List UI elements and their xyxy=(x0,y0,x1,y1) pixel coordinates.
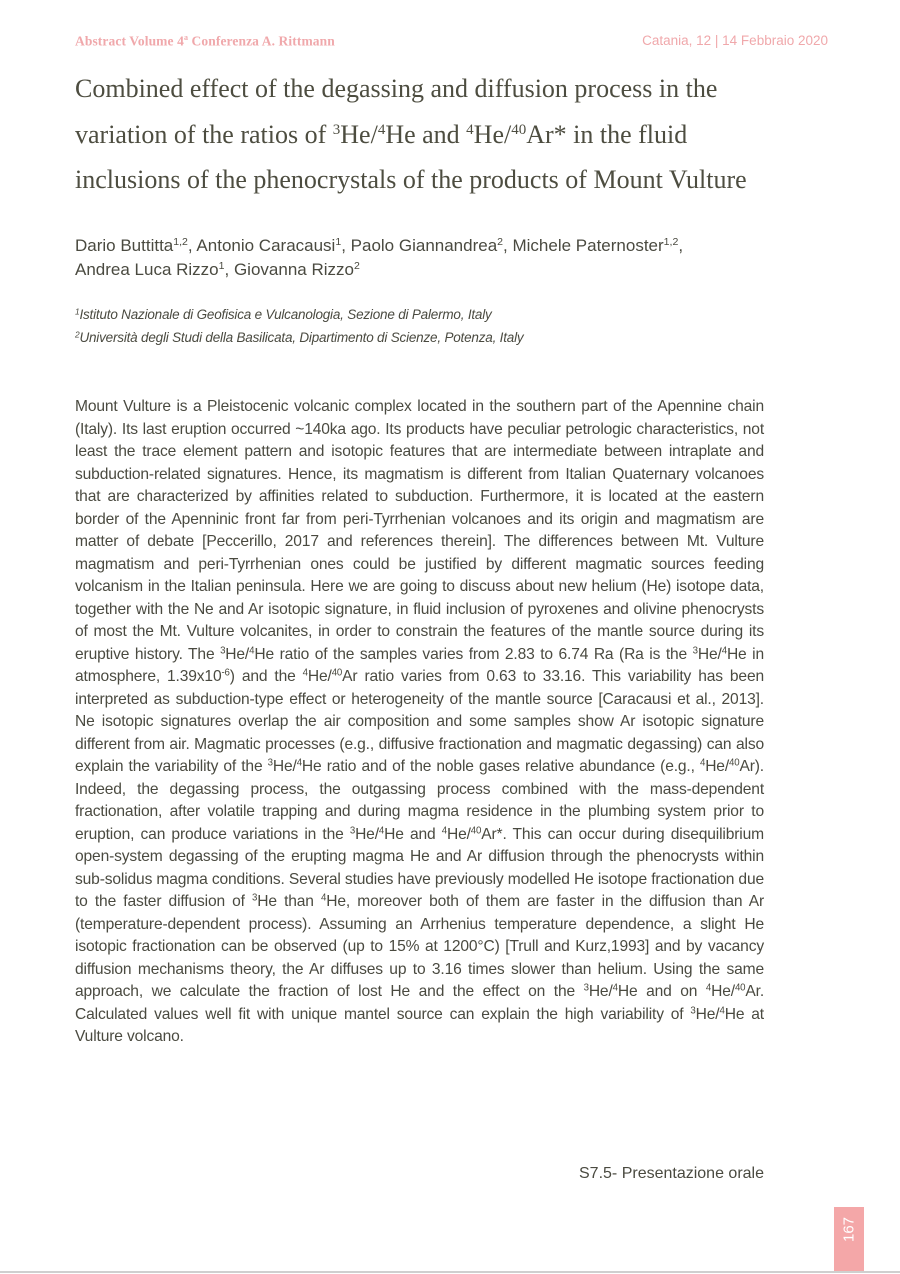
abstract-text: He/ xyxy=(307,668,332,685)
author-sep: , xyxy=(187,236,197,255)
sup: 40 xyxy=(470,825,482,837)
author xyxy=(512,236,683,255)
author-affiliation-ref: 2 xyxy=(497,236,504,249)
running-header-date: Catania, 12 | 14 Febbraio 2020 xyxy=(642,33,828,48)
abstract-text: He/ xyxy=(711,983,735,1000)
author-affiliation-ref: 1 xyxy=(335,236,342,249)
abstract-body xyxy=(75,396,764,1049)
abstract-text: He, moreover both of them are faster in the diffusion than Ar (temperature-dependent process). Assuming an Arrhenius temperature dependence, a slight He isotopic fractionation can be observed (up to 15% at 1200°C) [Trull and Kurz,1993] and by vacancy diffusion mechanisms theory, the Ar diffuses up to 3.16 times slower than helium. Using the same approach, we calculate the fraction of lost He and the effect on the xyxy=(75,893,764,1000)
abstract-text: He at Vulture volcano. xyxy=(75,1005,764,1045)
page-bottom-divider xyxy=(0,1271,900,1273)
sup: 40 xyxy=(729,757,740,769)
sup: 4 xyxy=(721,645,727,657)
author-sep: , xyxy=(503,236,513,255)
title-line-1: Combined effect of the degassing and diffusion process in the xyxy=(75,74,718,103)
sup: 3 xyxy=(252,892,258,904)
sup: 3 xyxy=(583,982,589,994)
sup: 3 xyxy=(267,757,273,769)
session-label: S7.5- Presentazione orale xyxy=(579,1165,764,1182)
author-affiliation-ref: 1,2 xyxy=(663,236,679,249)
title-sup: 3 xyxy=(332,121,341,138)
title-text: Ar* in the fluid xyxy=(526,119,688,149)
abstract-text: He/ xyxy=(705,758,730,775)
author xyxy=(351,236,513,255)
author-name: Andrea Luca Rizzo xyxy=(75,260,219,279)
sup: 4 xyxy=(441,825,447,837)
title-sup: 4 xyxy=(377,121,386,138)
author-sep: , xyxy=(224,260,234,279)
affiliation-text: Università degli Studi della Basilicata, Dipartimento di Scienze, Potenza, Italy xyxy=(79,330,524,345)
affiliation-1 xyxy=(75,307,775,322)
sup: 3 xyxy=(220,645,226,657)
sup: -6 xyxy=(221,667,230,679)
title-text: He/ xyxy=(340,119,378,149)
author-name: Giovanna Rizzo xyxy=(233,260,354,279)
affiliation-2 xyxy=(75,330,775,345)
abstract-text: ) and the xyxy=(229,668,303,685)
page-number: 167 xyxy=(840,1216,858,1242)
sup: 4 xyxy=(612,982,618,994)
author xyxy=(75,260,234,279)
page-number-tab xyxy=(834,1207,864,1272)
sup: 4 xyxy=(699,757,706,769)
abstract-text: He/ xyxy=(225,645,250,663)
abstract-text: Ar*. This can occur during disequilibrium open-system degassing of the erupting magma He and Ar diffusion through the phenocrysts within sub-solidus magma conditions. Several studies have previously modelled He isotope fractionation due to the faster diffusion of xyxy=(75,825,764,910)
header-volume-text-post: Conferenza A. Rittmann xyxy=(188,33,335,49)
header-volume-text: Abstract Volume 4 xyxy=(75,33,184,49)
title-text: variation of the ratios of xyxy=(75,119,333,149)
author-name: Dario Buttitta xyxy=(75,236,174,255)
sup: 4 xyxy=(705,982,712,994)
author-affiliation-ref: 1 xyxy=(218,260,225,273)
author xyxy=(196,236,350,255)
sup: 4 xyxy=(378,825,385,837)
sup: 40 xyxy=(331,667,343,679)
author-name: Paolo Giannandrea xyxy=(350,236,498,255)
paper-title xyxy=(75,66,775,203)
running-header-volume xyxy=(75,33,335,50)
abstract-text: He ratio of the samples varies from 2.83 to 6.74 Ra (Ra is the xyxy=(254,645,693,663)
affiliation-text: Istituto Nazionale di Geofisica e Vulcanologia, Sezione di Palermo, Italy xyxy=(79,307,492,322)
sup: 3 xyxy=(690,1005,696,1017)
title-text: He/ xyxy=(473,119,512,149)
abstract-text: He/ xyxy=(446,825,471,843)
title-line-2 xyxy=(75,120,687,149)
sup: 4 xyxy=(321,892,327,904)
author-affiliation-ref: 2 xyxy=(353,260,360,273)
abstract-text: He and on xyxy=(617,983,706,1000)
abstract-text: He/ xyxy=(697,645,722,663)
abstract-text: Ar. Calculated values well fit with unique mantel source can explain the high variability of xyxy=(75,983,765,1023)
author-sep: , xyxy=(678,236,684,255)
abstract-text: Ar). Indeed, the degassing process, the outgassing process combined with the mass-dependent fractionation, after volatile trapping and during magma residence in the plumbing system prior to eruption, can produce variations in the xyxy=(75,758,764,843)
title-line-3: inclusions of the phenocrystals of the products of Mount Vulture xyxy=(75,165,747,194)
title-sup: 40 xyxy=(511,121,527,138)
sup: 4 xyxy=(296,757,302,769)
abstract-text: He/ xyxy=(695,1005,720,1023)
author-affiliation-ref: 1,2 xyxy=(173,236,188,249)
sup: 3 xyxy=(692,645,698,657)
abstract-text: He in atmosphere, 1.39x10 xyxy=(75,645,764,685)
abstract-text: He than xyxy=(257,893,322,910)
abstract-text: He/ xyxy=(272,758,297,775)
author xyxy=(234,260,360,279)
author-name: Antonio Caracausi xyxy=(196,236,336,255)
sup: 40 xyxy=(734,982,746,994)
sup: 3 xyxy=(349,825,356,837)
affiliation-num: 1 xyxy=(75,306,80,317)
title-text: He and xyxy=(385,119,467,149)
abstract-text: He/ xyxy=(355,825,379,843)
title-sup: 4 xyxy=(466,121,474,138)
abstract-text: Ar ratio varies from 0.63 to 33.16. This variability has been interpreted as subduction-type effect or heterogeneity of the mantle source [Caracausi et al., 2013]. Ne isotopic signatures overlap the air composition and some samples show Ar isotopic signature different from air. Magmatic processes (e.g., diffusive fractionation and magmatic degassing) can also explain the variability of the xyxy=(75,668,764,775)
header-volume-sup: a xyxy=(183,33,189,42)
sup: 4 xyxy=(302,667,308,679)
author-name: Michele Paternoster xyxy=(512,236,664,255)
author xyxy=(75,236,196,255)
abstract-text: Mount Vulture is a Pleistocenic volcanic complex located in the southern part of the Apennine chain (Italy). Its last eruption occurred ~140ka ago. Its products have peculiar petrologic characteristics, not least the trace element pattern and isotopic features that are intermediate between intraplate and subduction-related signatures. Hence, its magmatism is different from Italian Quaternary volcanoes that are characterized by affinities related to subduction. Furthermore, it is located at the eastern border of the Apenninic front far from peri-Tyrrhenian volcanoes and its origin and magmatism are matter of debate [Peccerillo, 2017 and references therein]. The differences between Mt. Vulture magmatism and peri-Tyrrhenian ones could be justified by different magmatic sources feeding volcanism in the Italian peninsula. Here we are going to discuss about new helium (He) isotope data, together with the Ne and Ar isotopic signature, in fluid inclusion of pyroxenes and olivine phenocrysts of most the Mt. Vulture volcanites, in order to constrain the features of the mantle source during its eruptive history. The xyxy=(75,398,764,663)
abstract-text: He/ xyxy=(588,983,613,1000)
affiliation-num: 2 xyxy=(75,329,80,340)
abstract-text: He and xyxy=(384,825,442,843)
sup: 4 xyxy=(719,1005,725,1017)
sup: 4 xyxy=(249,645,255,657)
abstract-text: He ratio and of the noble gases relative abundance (e.g., xyxy=(301,758,700,775)
author-sep: , xyxy=(341,236,351,255)
author-list xyxy=(75,234,775,282)
